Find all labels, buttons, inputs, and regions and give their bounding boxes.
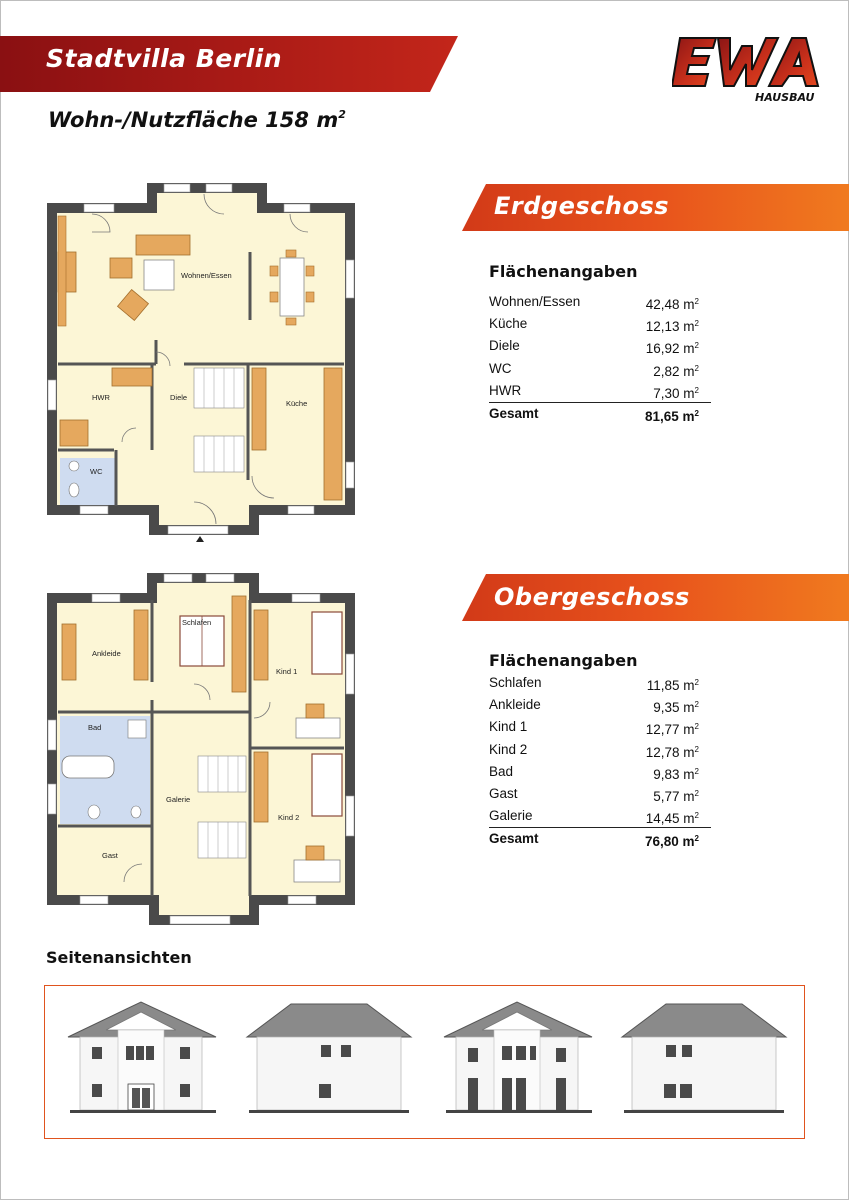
ground-floor-plan [44,180,360,542]
area-row [489,672,711,694]
area-row [489,694,711,716]
rear-elevation-view [442,1000,596,1116]
room-name: Gast [489,785,518,801]
room-name: Bad [489,763,514,779]
side-views-heading: Seitenansichten [46,948,192,967]
ground-floor-title: Erdgeschoss [494,192,670,220]
upper-floor-title: Obergeschoss [494,583,690,611]
area-row [489,716,711,738]
room-area: 12,78 $m^2$ [645,744,699,760]
plan-label-ankleide: Ankleide [92,649,121,658]
room-name: Ankleide [489,697,541,713]
area-row [489,761,711,783]
area-row [489,335,711,357]
room-name: Kind 2 [489,741,528,757]
upper-floor-plan [44,570,360,932]
room-name: Küche [489,316,528,332]
area-row [489,313,711,335]
room-name: Wohnen/Essen [489,294,581,309]
area-row [489,291,711,313]
plan-label-wohnen: Wohnen/Essen [181,271,232,280]
plan-label-galerie: Galerie [166,795,191,804]
area-row [489,358,711,380]
plan-label-wc: WC [90,467,103,476]
room-area: 12,77 $m^2$ [645,722,699,738]
room-name: Schlafen [489,675,542,690]
room-area: 12,13 $m^2$ [645,319,699,335]
ground-floor-area-heading: Flächenangaben [489,262,638,281]
side-elevation-left-view [245,1000,413,1116]
area-row [489,783,711,805]
plan-label-kind1: Kind 1 [276,667,298,676]
room-name: Diele [489,338,520,354]
area-row [489,739,711,761]
room-name: WC [489,360,512,376]
total-label: Gesamt [489,405,539,421]
area-total-row [489,402,711,424]
room-area: 9,83 $m^2$ [653,766,699,782]
logo-tagline: HAUSBAU [755,91,815,104]
plan-label-hwr: HWR [92,393,110,402]
room-area: 11,85 $m^2$ [646,678,699,693]
total-area: 76,80 $m^2$ [645,834,699,850]
room-area: 9,35 $m^2$ [653,700,699,716]
room-area: 16,92 $m^2$ [645,341,699,357]
plan-label-gast: Gast [102,851,118,860]
plan-label-diele: Diele [170,393,188,402]
plan-label-kueche: Küche [286,399,308,408]
front-elevation-view [66,1000,220,1116]
area-total-row [489,827,711,849]
subtitle-text: Wohn-/Nutzfläche 158 m [48,108,339,132]
side-elevation-right-view [620,1000,788,1116]
room-area: 14,45 $m^2$ [645,811,699,827]
room-name: HWR [489,382,522,398]
room-area: 42,48 $m^2$ [645,297,699,312]
upper-floor-area-table [489,651,711,849]
plan-label-kind2: Kind 2 [278,813,300,822]
living-area-subtitle [48,108,346,132]
plan-label-bad: Bad [88,723,102,732]
room-name: Kind 1 [489,719,528,735]
area-row [489,380,711,402]
plan-label-schlafen: Schlafen [182,618,212,627]
room-area: 5,77 $m^2$ [653,788,699,804]
area-row [489,805,711,827]
total-label: Gesamt [489,831,539,847]
upper-floor-area-heading: Flächenangaben [489,651,638,670]
room-name: Galerie [489,808,533,824]
ground-floor-area-table [489,262,711,424]
subtitle-sup: 2 [338,108,346,121]
total-area: 81,65 $m^2$ [645,408,699,424]
room-area: 7,30 $m^2$ [653,385,699,401]
room-area: 2,82 $m^2$ [653,363,699,379]
page-title: Stadtvilla Berlin [46,44,283,73]
